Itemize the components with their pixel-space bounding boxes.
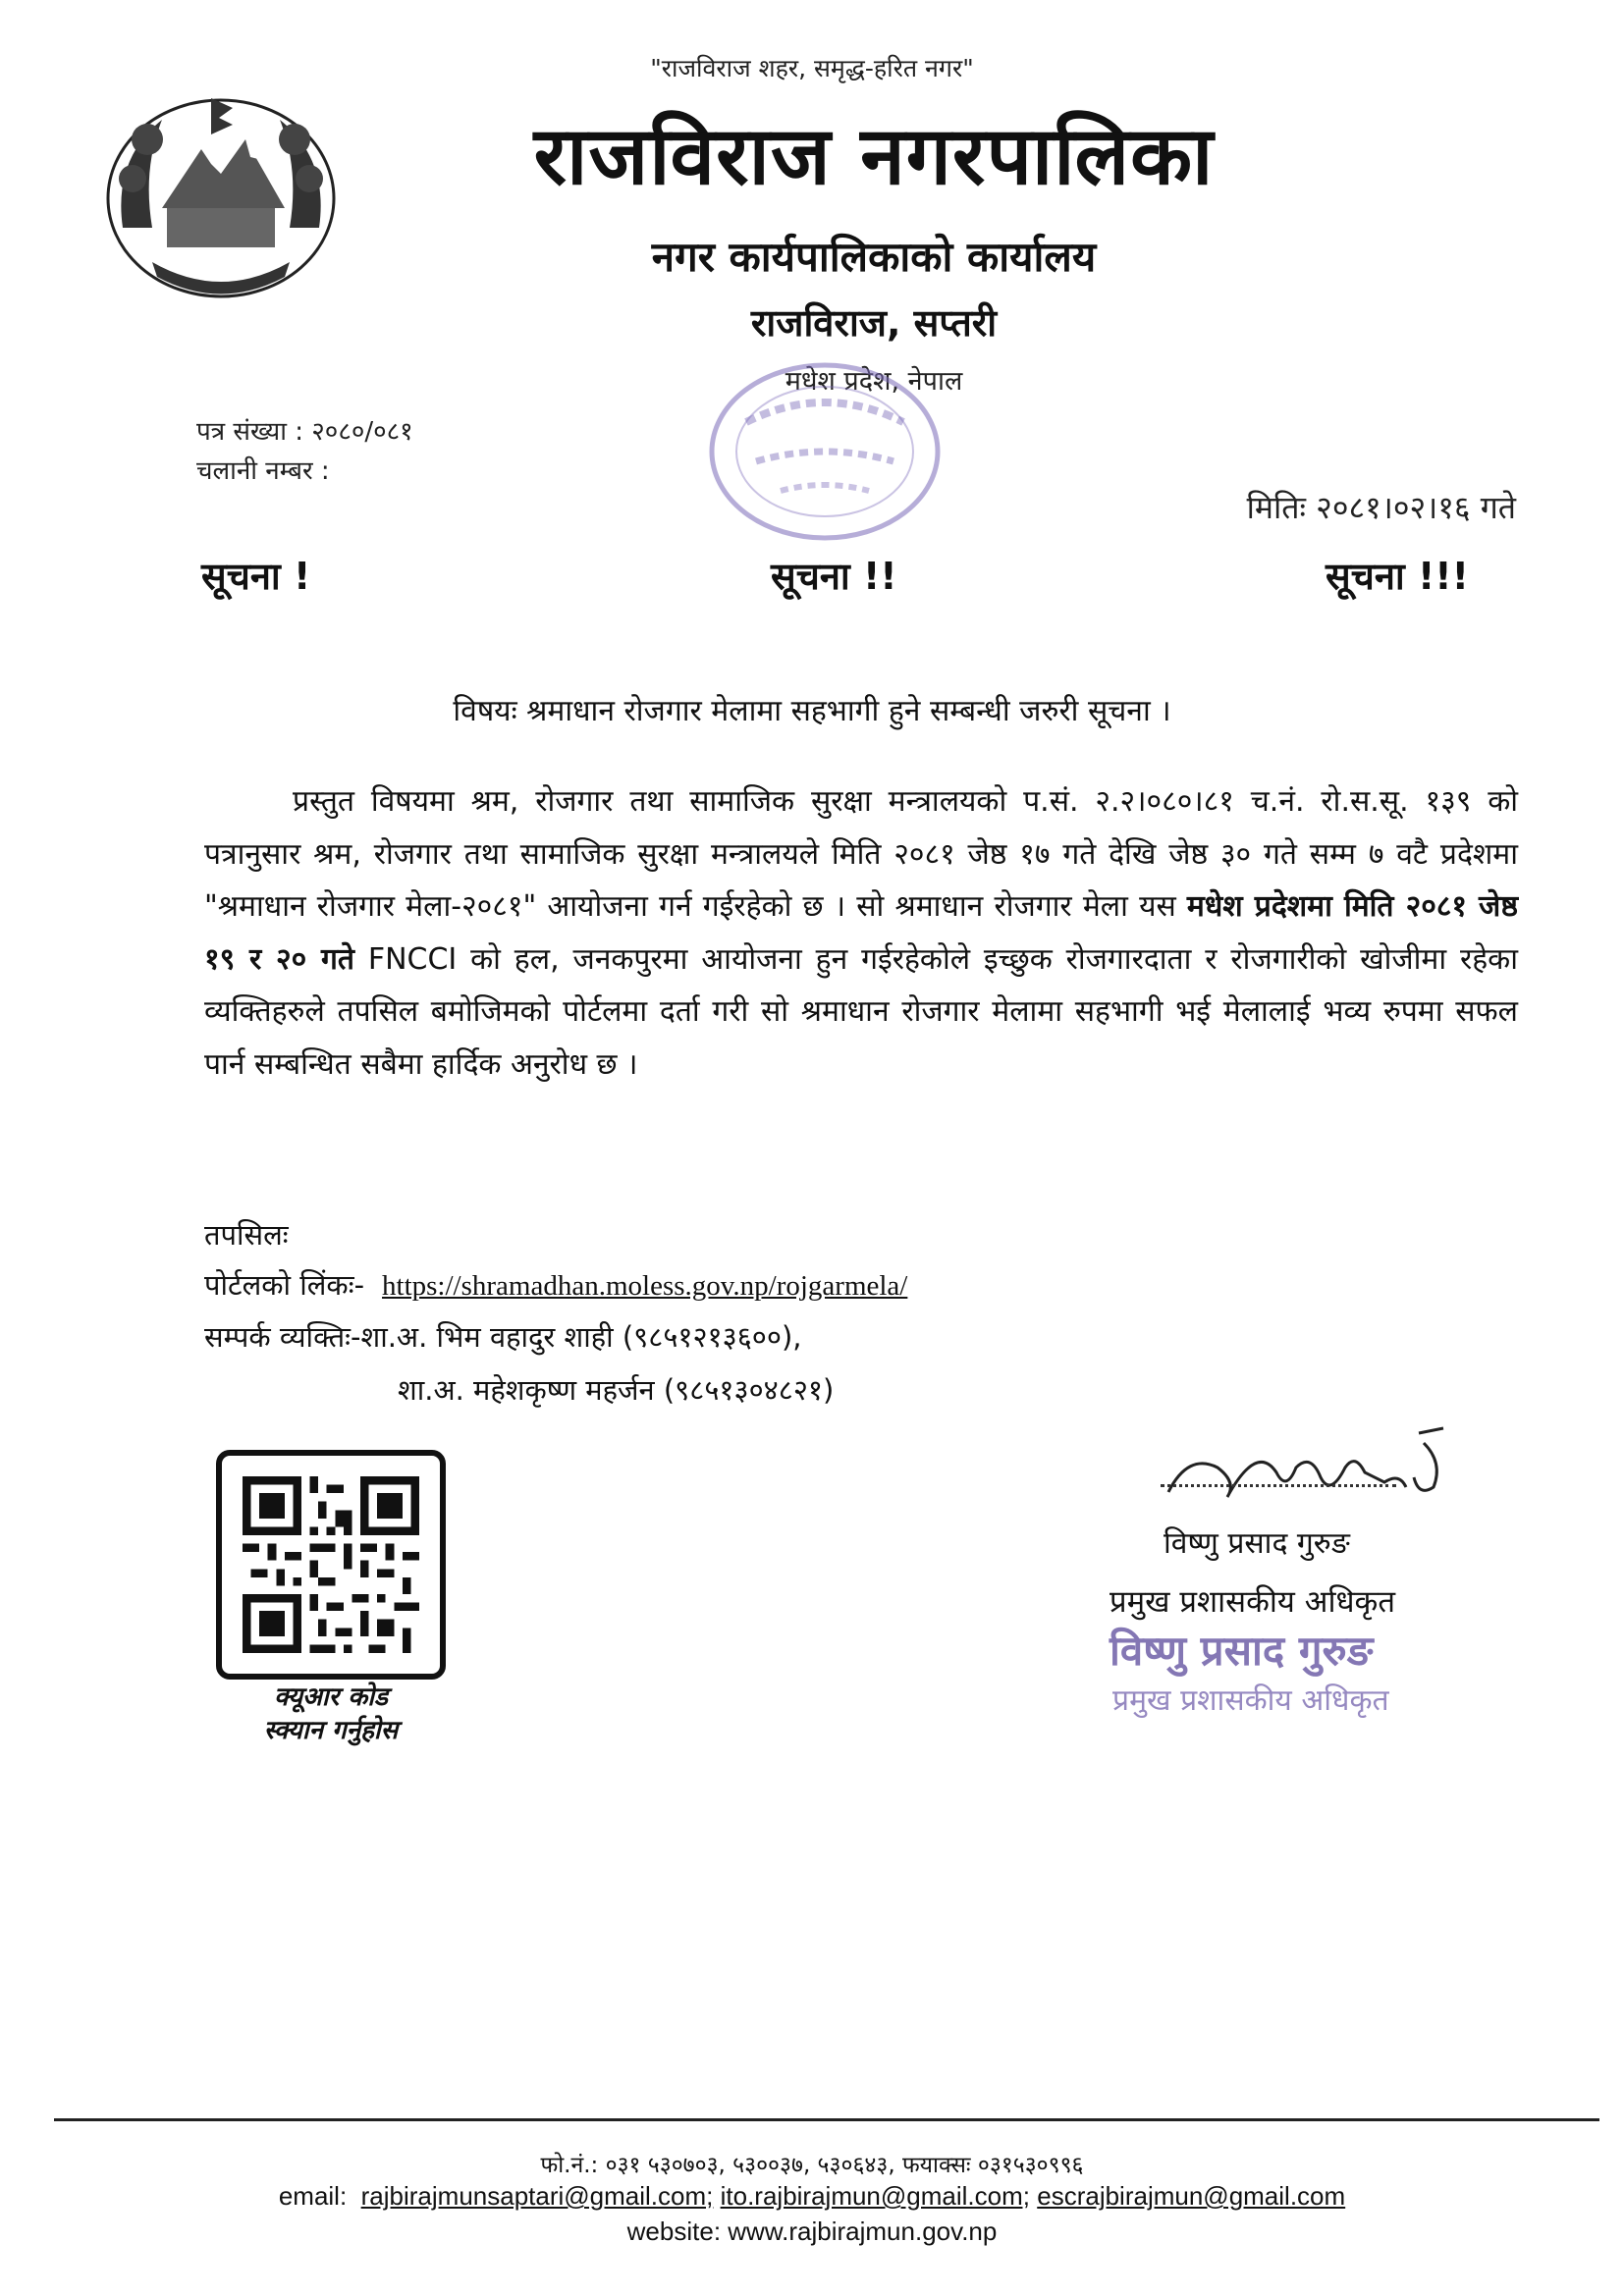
footer-email-row: [0, 2181, 1624, 2212]
municipality-name: राजविराज नगरपालिका: [533, 110, 1215, 203]
notice-heading-1: सूचना !: [201, 555, 311, 598]
province-line: मधेश प्रदेश, नेपाल: [785, 366, 963, 397]
email-link-1[interactable]: rajbirajmunsaptari@gmail.com;: [360, 2181, 714, 2211]
qr-caption-line-1: क्यूआर कोड: [274, 1682, 388, 1712]
signature-line: [1161, 1484, 1396, 1487]
subject-line: विषयः श्रमाधान रोजगार मेलामा सहभागी हुने सम्बन्धी जरुरी सूचना ।: [453, 694, 1171, 728]
email-label: email:: [278, 2181, 348, 2211]
annex-title: तपसिलः: [204, 1218, 289, 1252]
nepal-emblem-icon: [93, 80, 349, 306]
office-stamp-icon: [687, 353, 962, 550]
portal-link[interactable]: https://shramadhan.moless.gov.np/rojgarmela/: [382, 1270, 908, 1302]
email-link-3[interactable]: escrajbirajmun@gmail.com: [1037, 2181, 1346, 2211]
contact-label: सम्पर्क व्यक्तिः-: [204, 1320, 361, 1354]
slogan: "राजविराज शहर, समृद्ध-हरित नगर": [650, 54, 974, 82]
signer-name: विष्णु प्रसाद गुरुङ: [1164, 1526, 1350, 1561]
body-part-2: FNCCI को हल, जनकपुरमा आयोजना हुन गईरहेकोले इच्छुक रोजगारदाता र रोजगारीको खोजीमा रहेका व्यक्तिहरुले तपसिल बमोजिमको पोर्टलमा दर्ता गरी सो श्रमाधान रोजगार मेलामा सहभागी भई मेलालाई भव्य रुपमा सफल पार्न सम्बन्धित सबैमा हार्दिक अनुरोध छ ।: [204, 941, 1518, 1082]
email-link-2[interactable]: ito.rajbirajmun@gmail.com;: [720, 2181, 1030, 2211]
office-name: नगर कार्यपालिकाको कार्यालय: [651, 233, 1097, 281]
footer-website[interactable]: website: www.rajbirajmun.gov.np: [626, 2216, 998, 2246]
portal-label: पोर्टलको लिंकः-: [204, 1268, 365, 1302]
footer-phone: फो.नं.: ०३१ ५३०७०३, ५३००३७, ५३०६४३, फयाक्सः ०३१५३०९९६: [540, 2153, 1084, 2178]
qr-caption: [216, 1681, 446, 1747]
qr-code[interactable]: [216, 1450, 446, 1680]
letter-number: पत्र संख्या : २०८०/०८१: [196, 417, 413, 447]
notice-heading-3: सूचना !!!: [1326, 555, 1469, 598]
body-paragraph: [204, 775, 1518, 1091]
contact-person-1: शा.अ. भिम वहादुर शाही (९८५१२१३६००),: [360, 1320, 802, 1354]
dispatch-number: चलानी नम्बर :: [196, 456, 330, 486]
signer-title: प्रमुख प्रशासकीय अधिकृत: [1110, 1584, 1396, 1620]
signature-icon: [1149, 1414, 1453, 1531]
notice-heading-2: सूचना !!: [771, 555, 897, 598]
qr-code-icon: [243, 1476, 419, 1653]
footer-divider: [54, 2118, 1599, 2121]
letter-date: मितिः २०८१।०२।१६ गते: [1246, 489, 1516, 526]
office-address: राजविराज, सप्तरी: [750, 301, 998, 345]
name-stamp: विष्णु प्रसाद गुरुङ: [1110, 1627, 1374, 1675]
qr-caption-line-2: स्क्यान गर्नुहोस: [263, 1716, 399, 1745]
body-bold: मधेश प्रदेशमा मिति २०८१ जेष्ठ १९ र २० गते: [204, 889, 1518, 977]
portal-row: [204, 1265, 907, 1304]
title-stamp: प्रमुख प्रशासकीय अधिकृत: [1112, 1683, 1389, 1718]
contact-person-2: शा.अ. महेशकृष्ण महर्जन (९८५१३०४८२१): [398, 1373, 835, 1407]
contact-row: [204, 1317, 802, 1356]
body-part-1: प्रस्तुत विषयमा श्रम, रोजगार तथा सामाजिक सुरक्षा मन्त्रालयको प.सं. २.२।०८०।८१ च.नं. रो.स.सू. १३९ को पत्रानुसार श्रम, रोजगार तथा सामाजिक सुरक्षा मन्त्रालयले मिति २०८१ जेष्ठ १७ गते देखि जेष्ठ ३० गते सम्म ७ वटै प्रदेशमा "श्रमाधान रोजगार मेला-२०८१" आयोजना गर्न गईरहेको छ । सो श्रमाधान रोजगार मेला यस: [204, 784, 1518, 924]
